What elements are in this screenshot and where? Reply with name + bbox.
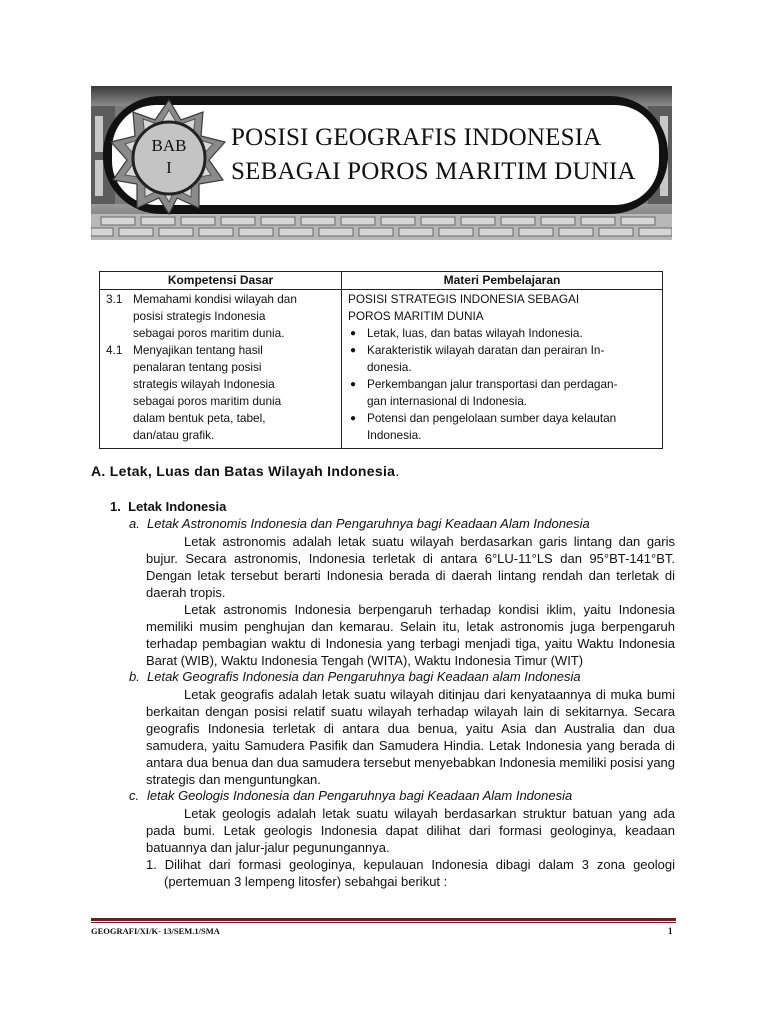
materi-heading-line: POSISI STRATEGIS INDONESIA SEBAGAI <box>348 292 580 306</box>
paragraph-astronomis-1 <box>146 533 675 601</box>
materi-line: Potensi dan pengelolaan sumber daya kelautan <box>367 411 617 425</box>
materi-heading <box>348 291 656 325</box>
paragraph-text: Letak geografis adalah letak suatu wilayah ditinjau dari kenyataannya di muka bumi berkaitan dengan posisi relatif suatu wilayah terhadap wilayah lain di sekitarnya. Secara geografis Indonesia terletak di antara dua benua, yaitu Asia dan Australia dan dua samudera, yaitu Samudera Pasifik dan Samudera Hindia. Letak Indonesia yang berada di antara dua benua dan dua samudera tersebut menyebabkan Indonesia memiliki posisi yang strategis dan menguntungkan. <box>146 687 676 787</box>
kompetensi-cell <box>100 290 342 449</box>
badge-label-number: I <box>166 158 172 177</box>
item-letter: a. <box>129 516 140 531</box>
kompetensi-line: dalam bentuk peta, tabel, <box>133 411 266 425</box>
materi-cell <box>342 290 663 449</box>
materi-line: donesia. <box>367 360 412 374</box>
paragraph-astronomis-2 <box>146 601 675 669</box>
table-row <box>100 290 663 449</box>
bullet-icon: ● <box>350 345 357 356</box>
badge-label-bab: BAB <box>151 136 187 155</box>
kompetensi-line: sebagai poros maritim dunia. <box>133 326 285 340</box>
footer-rule-thin <box>91 922 676 923</box>
kompetensi-number: 4.1 <box>106 343 123 357</box>
section-heading-dot: . <box>395 463 400 479</box>
kompetensi-line: sebagai poros maritim dunia <box>133 394 282 408</box>
section-heading-a <box>91 463 399 479</box>
paragraph-text: Letak astronomis Indonesia berpengaruh terhadap kondisi iklim, yaitu Indonesia memiliki musim penghujan dan kemarau. Selain itu, letak astronomis juga berpengaruh terhadap pembagian waktu di Indonesia yang terbagi menjadi tiga, yaitu Waktu Indonesia Barat (WIB), Waktu Indonesia Tengah (WITA), Waktu Indonesia Timur (WIT) <box>146 602 675 668</box>
kompetensi-line: strategis wilayah Indonesia <box>133 377 275 391</box>
materi-line: Karakteristik wilayah daratan dan perairan In- <box>367 343 605 357</box>
list-item <box>348 376 656 410</box>
table-header-row <box>100 272 663 290</box>
kompetensi-line: Menyajikan tentang hasil <box>133 343 263 357</box>
subsection-heading-1 <box>110 499 226 514</box>
chapter-title-line-1: POSISI GEOGRAFIS INDONESIA <box>231 124 602 151</box>
header-materi-pembelajaran: Materi Pembelajaran <box>342 272 663 290</box>
kompetensi-text <box>133 291 297 342</box>
item-heading-b <box>129 669 581 684</box>
item-heading-text: Letak Astronomis Indonesia dan Pengaruhnya bagi Keadaan Alam Indonesia <box>147 516 590 531</box>
item-heading-text: letak Geologis Indonesia dan Pengaruhnya bagi Keadaan Alam Indonesia <box>147 788 573 803</box>
bullet-icon: ● <box>350 413 357 424</box>
kompetensi-text <box>133 342 281 444</box>
kompetensi-item-4-1 <box>106 342 335 444</box>
materi-line: Perkembangan jalur transportasi dan perdagan- <box>367 377 618 391</box>
item-heading-text: Letak Geografis Indonesia dan Pengaruhnya bagi Keadaan alam Indonesia <box>147 669 581 684</box>
materi-line: gan internasional di Indonesia. <box>367 394 528 408</box>
footer-course-label: GEOGRAFI/XI/K- 13/SEM.1/SMA <box>91 926 220 936</box>
materi-line: Indonesia. <box>367 428 422 442</box>
materi-list <box>348 325 656 444</box>
numbered-item-1: 1. Dilihat dari formasi geologinya, kepulauan Indonesia dibagi dalam 3 zona geologi (pertemuan 3 lempeng litosfer) sebahgai berikut : <box>146 857 675 889</box>
subsection-number: 1. <box>110 499 121 514</box>
chapter-title-line-2: SEBAGAI POROS MARITIM DUNIA <box>231 158 636 185</box>
competency-table <box>99 271 663 449</box>
bullet-icon: ● <box>350 328 357 339</box>
kompetensi-line: Memahami kondisi wilayah dan <box>133 292 297 306</box>
footer-page-number: 1 <box>668 926 673 936</box>
paragraph-geografis <box>146 686 675 788</box>
paragraph-text: Letak geologis adalah letak suatu wilayah berdasarkan struktur batuan yang ada pada bumi. Letak geologis Indonesia dapat dilihat dari formasi geologinya, keadaan batuannya dan jalur-jalur pegunungannya. <box>146 806 675 855</box>
kompetensi-item-3-1 <box>106 291 335 342</box>
item-letter: b. <box>129 669 140 684</box>
kompetensi-number: 3.1 <box>106 292 123 306</box>
kompetensi-line: dan/atau grafik. <box>133 428 215 442</box>
materi-line: Letak, luas, dan batas wilayah Indonesia. <box>367 326 583 340</box>
section-heading-text: A. Letak, Luas dan Batas Wilayah Indonesia <box>91 463 396 479</box>
item-heading-c <box>129 788 572 803</box>
subsection-title: Letak Indonesia <box>128 499 227 514</box>
list-item <box>348 325 656 342</box>
item-heading-a <box>129 516 590 531</box>
list-item <box>348 410 656 444</box>
header-kompetensi-dasar: Kompetensi Dasar <box>100 272 342 290</box>
item-letter: c. <box>129 788 140 803</box>
paragraph-text: Letak astronomis adalah letak suatu wilayah berdasarkan garis lintang dan garis bujur. Secara astronomis, Indonesia terletak di antara 6°LU-11°LS dan 95°BT-141°BT. Dengan letak tersebut berarti Indonesia berada di daerah lintang rendah dan terletak di daerah tropis. <box>146 534 675 600</box>
footer-rule <box>91 918 676 921</box>
chapter-banner <box>91 86 672 240</box>
kompetensi-line: penalaran tentang posisi <box>133 360 262 374</box>
materi-heading-line: POROS MARITIM DUNIA <box>348 309 484 323</box>
kompetensi-line: posisi strategis Indonesia <box>133 309 266 323</box>
chapter-star-badge <box>109 98 229 216</box>
list-item <box>348 342 656 376</box>
bullet-icon: ● <box>350 379 357 390</box>
paragraph-geologis <box>146 805 675 856</box>
